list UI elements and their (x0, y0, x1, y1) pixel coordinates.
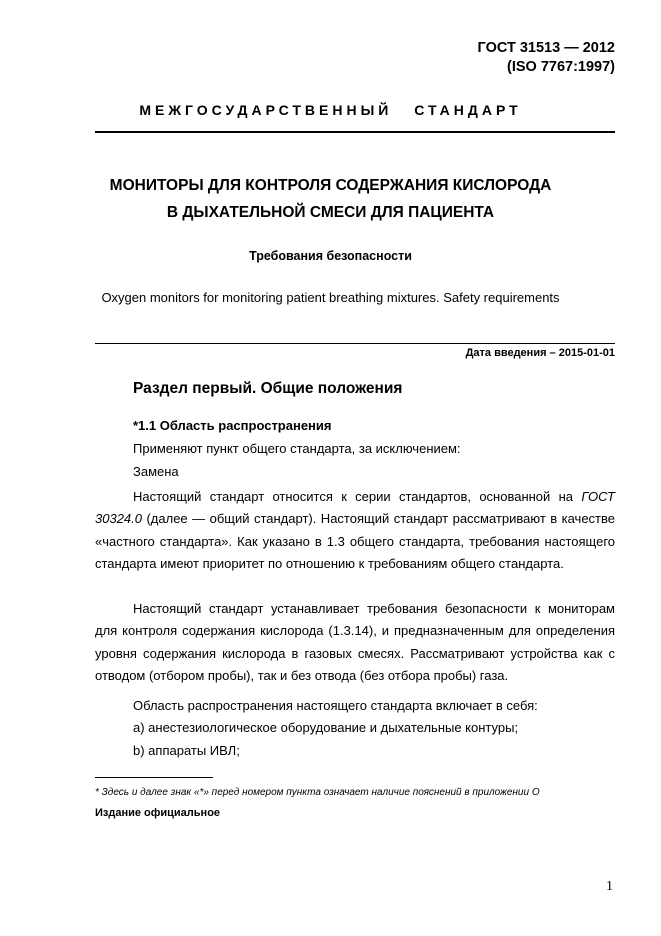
edition-label: Издание официальное (95, 807, 221, 819)
standard-type-banner: МЕЖГОСУДАРСТВЕННЫЙ СТАНДАРТ (139, 102, 522, 118)
paragraph-scope-series (95, 486, 615, 575)
scope-item-b: b) аппараты ИВЛ; (133, 743, 240, 758)
document-title-line-2: В ДЫХАТЕЛЬНОЙ СМЕСИ ДЛЯ ПАЦИЕНТА (166, 204, 495, 221)
paragraph-safety-requirements: Настоящий стандарт устанавливает требования безопасности к мониторам для контроля содержания кислорода (1.3.14), и предназначенным для определения уровня содержания кислорода в газовых смесях. Рассматривают устройства как с отводом (отбором пробы), так и без отвода (без отбора пробы) газа. (95, 601, 615, 683)
page-number: 1 (606, 879, 613, 894)
footnote-divider (95, 777, 213, 778)
english-title: Oxygen monitors for monitoring patient breathing mixtures. Safety requirements (101, 290, 560, 305)
apply-line: Применяют пункт общего стандарта, за исключением: (133, 441, 461, 456)
scope-item-a: a) анестезиологическое оборудование и дыхательные контуры; (133, 720, 519, 735)
footnote: * Здесь и далее знак «*» перед номером пункта означает наличие пояснений в приложении О (95, 787, 540, 798)
title-divider (95, 343, 615, 344)
effective-date: Дата введения – 2015-01-01 (465, 347, 615, 359)
iso-number: (ISO 7767:1997) (506, 59, 615, 75)
paragraph-1-text-b: (далее — общий стандарт). Настоящий стандарт рассматривают в качестве «частного стандарта». Как указано в 1.3 общего стандарта, требования настоящего стандарта имеют приоритет по отношению к требованиям общего стандарта. (95, 511, 615, 571)
header-divider (95, 131, 615, 133)
paragraph-1-text-a: Настоящий стандарт относится к серии стандартов, основанной на (133, 489, 582, 504)
section-heading: Раздел первый. Общие положения (133, 380, 403, 397)
gost-reference: ГОСТ 30324.0 (95, 489, 615, 527)
clause-heading: *1.1 Область распространения (133, 418, 332, 433)
replace-line: Замена (133, 464, 179, 479)
document-subtitle: Требования безопасности (249, 249, 412, 263)
document-title-line-1: МОНИТОРЫ ДЛЯ КОНТРОЛЯ СОДЕРЖАНИЯ КИСЛОРОДА (109, 177, 552, 194)
standard-number: ГОСТ 31513 — 2012 (477, 40, 615, 56)
scope-intro: Область распространения настоящего стандарта включает в себя: (133, 698, 538, 713)
